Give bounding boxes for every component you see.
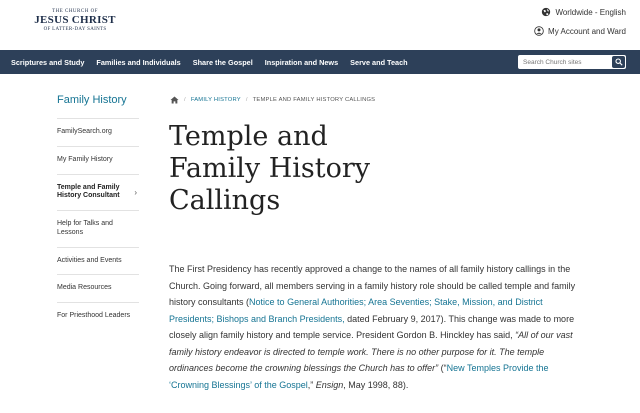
ensign-title: Ensign [315,379,344,390]
page-title-line-3: Callings [169,185,281,216]
page-title-line-1: Temple and [169,121,328,152]
language-label: Worldwide - English [555,7,626,17]
search-icon [615,58,623,66]
para-text-3: (“ [438,363,447,373]
breadcrumb-separator: / [245,97,248,103]
hinckley-quote: “All of our vast family history endeavor is directed to temple work. There is no other purpose for it. The temple ordinances become the crowning blessings the Church has to offer” [169,330,573,373]
para-text-5: , May 1998, 88). [343,379,409,390]
sidebar-item-priesthood-leaders[interactable]: For Priesthood Leaders [57,302,139,330]
intro-paragraph [169,261,589,393]
search-input[interactable] [518,56,610,68]
sidebar-item-label: Temple and Family History Consultant [57,183,120,200]
breadcrumb-family-history[interactable]: FAMILY HISTORY [190,97,241,103]
para-text-4: ,” [307,379,316,390]
user-icon [534,26,544,36]
breadcrumb [170,96,375,104]
account-link[interactable] [534,26,626,36]
globe-icon [541,7,551,17]
sidebar [57,94,139,330]
sidebar-item-talks-lessons[interactable]: Help for Talks and Lessons [57,210,139,247]
home-icon[interactable] [170,96,179,104]
chevron-right-icon: › [134,187,137,197]
search-box [518,55,626,69]
search-button[interactable] [612,56,625,68]
logo-line-1: THE CHURCH OF [52,9,98,14]
nav-inspiration-and-news[interactable]: Inspiration and News [264,57,339,67]
new-temples-link[interactable]: New Temples Provide the ‘Crowning Blessings’ of the Gospel [169,363,549,390]
church-logo[interactable] [30,9,120,32]
notice-link[interactable]: Notice to General Authorities; Area Seventies; Stake, Mission, and District Presidents; Bishops and Branch Presidents, [169,297,543,324]
nav-share-the-gospel[interactable]: Share the Gospel [192,57,253,67]
sidebar-item-activities-events[interactable]: Activities and Events [57,247,139,275]
sidebar-title[interactable]: Family History [57,94,127,106]
breadcrumb-current: TEMPLE AND FAMILY HISTORY CALLINGS [252,97,376,103]
page-title [169,121,469,217]
para-text-1: The First Presidency has recently approved a change to the names of all family history callings in the Church. Going forward, all members serving in a family history role should be called temple and family history consultants ( [169,264,576,307]
nav-scriptures-and-study[interactable]: Scriptures and Study [11,57,85,67]
sidebar-item-consultant[interactable] [57,174,139,211]
logo-line-3: OF LATTER-DAY SAINTS [43,27,107,32]
para-text-2: dated February 9, 2017). This change was made to more closely align family history and temple service. President Gordon B. Hinckley has said, [169,313,575,340]
sidebar-item-media-resources[interactable]: Media Resources [57,274,139,302]
sidebar-item-familysearch[interactable]: FamilySearch.org [57,118,139,146]
account-label: My Account and Ward [548,26,626,36]
language-selector[interactable] [541,7,626,17]
page-title-line-2: Family History [169,153,371,184]
logo-line-2: JESUS CHRIST [34,14,116,26]
nav-families-and-individuals[interactable]: Families and Individuals [96,57,181,67]
site-header [0,0,640,50]
nav-serve-and-teach[interactable]: Serve and Teach [350,57,408,67]
breadcrumb-separator: / [184,97,186,103]
sidebar-item-my-family-history[interactable]: My Family History [57,146,139,174]
main-nav [0,50,640,74]
